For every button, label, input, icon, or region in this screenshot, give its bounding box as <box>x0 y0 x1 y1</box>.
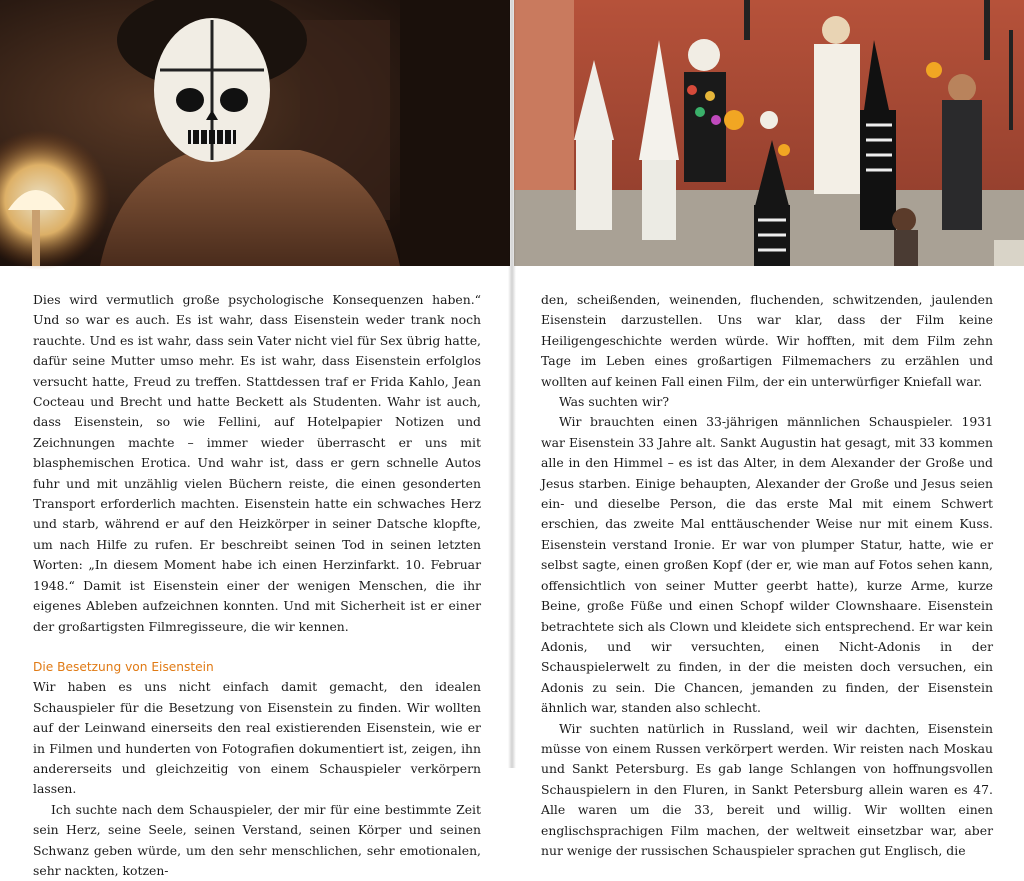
section-heading: Die Besetzung von Eisenstein <box>33 659 214 674</box>
left-text-column <box>33 290 481 881</box>
body-paragraph: Was suchten wir? <box>559 394 669 410</box>
skull-mask-photo <box>0 0 510 266</box>
right-text-column <box>541 290 993 861</box>
body-paragraph: Wir haben es uns nicht einfach damit gemacht, den idealen Schauspieler für die Besetzung von Eisenstein zu finden. Wir wollten auf der Leinwand einerseits den real existierenden Eisenstein, wie er in Filmen und hunderten von Fotografien dokumentiert ist, zeigen, ihn andererseits und gleichzeitig von einem Schauspieler verkörpern lassen. <box>33 679 481 797</box>
body-paragraph: Ich suchte nach dem Schauspieler, der mir für eine bestimmte Zeit sein Herz, seine Seele, seinen Verstand, seinen Körper und seinen Schwanz geben würde, um den sehr menschlichen, sehr emotionalen, sehr nackten, kotzen- <box>33 801 481 878</box>
body-paragraph: den, scheißenden, weinenden, fluchenden, schwitzenden, jaulenden Eisenstein darzustellen. Uns war klar, dass der Film keine Heiligengeschichte werden würde. Wir hofften, mit dem Film zehn Tage im Leben eines großartigen Filmemachers zu erzählen und wollten auf keinen Fall einen Film, der ein unterwürfiger Kniefall war. <box>541 292 993 389</box>
book-gutter <box>508 0 516 768</box>
body-paragraph: Dies wird vermutlich große psychologische Konsequenzen haben.“ Und so war es auch. Es ist wahr, dass Eisenstein weder trank noch rauchte. Und es ist wahr, dass sein Vater nicht viel für Sex übrig hatte, dafür seine Mutter umso mehr. Es ist wahr, dass Eisenstein erfolglos versucht hatte, Freud zu treffen. Stattdessen traf er Frida Kahlo, Jean Cocteau und Brecht und hatte Beckett als Studenten. Wahr ist auch, dass Eisenstein, so wie Fellini, auf Hotelpapier Notizen und Zeichnungen machte – immer wieder überrascht er uns mit blasphemischen Erotica. Und wahr ist, dass er gern schnelle Autos fuhr und mit unzählig vielen Büchern reiste, die einen gesonderten Transport erforderlich machten. Eisenstein hatte ein schwaches Herz und starb, während er auf den Heizkörper in seiner Datsche klopfte, um nach Hilfe zu rufen. Er beschreibt seinen Tod in seinen letzten Worten: „In diesem Moment habe ich einen Herzinfarkt. 10. Februar 1948.“ Damit ist Eisenstein einer der wenigen Menschen, die ihr eigenes Ableben aufzeichnen konnten. Und mit Sicherheit ist er einer der großartigsten Filmregisseure, die wir kennen. <box>33 292 481 634</box>
left-page <box>0 0 512 878</box>
procession-illustration <box>514 0 1024 266</box>
body-paragraph: Wir brauchten einen 33-jährigen männlichen Schauspieler. 1931 war Eisenstein 33 Jahre alt. Sankt Augustin hat gesagt, mit 33 kommen alle in den Himmel – es ist das Alter, in dem Alexander der Große und Jesus starben. Einige behaupten, Alexander der Große und Jesus seien ein- und dieselbe Person, die das erste Mal mit einem Schwert erschien, das zweite Mal enttäuschender Weise nur mit einem Kuss. Eisenstein verstand Ironie. Er war von plumper Statur, hatte, wie er selbst sagte, einen großen Kopf (der er, wie man auf Fotos sehen kann, offensichtlich von seiner Mutter geerbt hatte), kurze Arme, kurze Beine, große Füße und einen Schopf wilder Clownshaare. Eisenstein betrachtete sich als Clown und kleidete sich entsprechend. Er war kein Adonis, und wir versuchten, einen Nicht-Adonis in der Schauspielerwelt zu finden, in der die meisten doch versuchen, ein Adonis zu sein. Die Chancen, jemanden zu finden, der Eisenstein ähnlich war, standen also schlecht. <box>541 414 993 716</box>
right-page <box>512 0 1024 858</box>
skull-mask-illustration <box>0 0 510 266</box>
body-paragraph: Wir suchten natürlich in Russland, weil wir dachten, Eisenstein müsse von einem Russen verkörpert werden. Wir reisten nach Moskau und Sankt Petersburg. Es gab lange Schlangen von hoffnungsvollen Schauspielern in den Fluren, in Sankt Petersburg allein waren es 47. Alle waren um die 33, bereit und willig. Wir wollten einen englischsprachigen Film machen, der weltweit einsetzbar war, aber nur wenige der russischen Schauspieler sprachen gut Englisch, die <box>541 720 993 858</box>
procession-photo <box>514 0 1024 266</box>
